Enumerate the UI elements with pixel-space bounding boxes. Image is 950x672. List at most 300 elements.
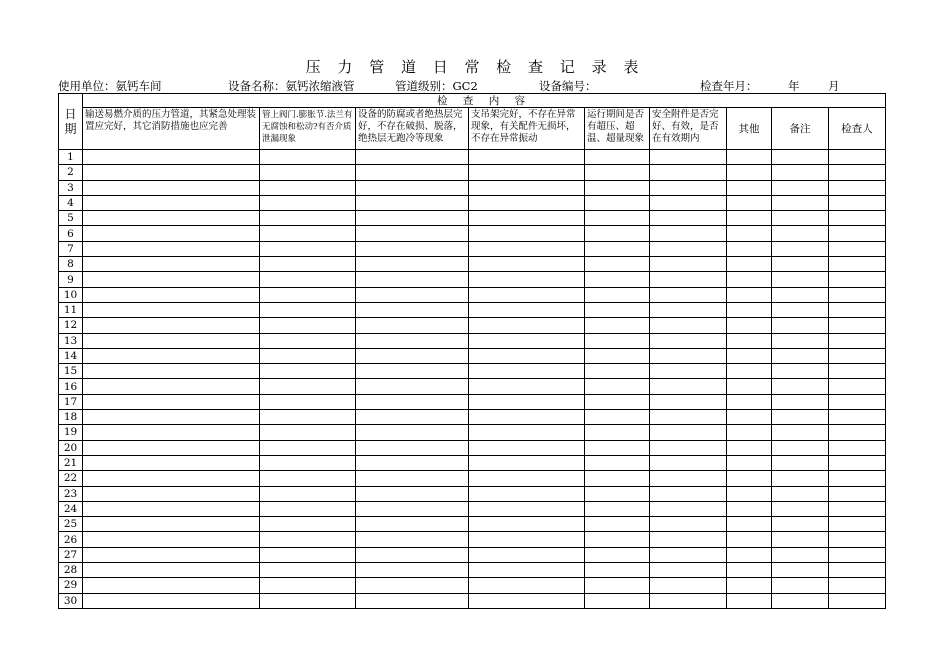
entry-cell[interactable] <box>356 180 469 195</box>
entry-cell[interactable] <box>469 150 585 165</box>
entry-cell[interactable] <box>585 379 650 394</box>
entry-cell[interactable] <box>650 501 727 516</box>
entry-cell[interactable] <box>727 578 772 593</box>
column-header-insulation: 设备的防腐或者绝热层完好，不存在破损、脱落，绝热层无跑冷等现象 <box>356 108 469 150</box>
entry-cell[interactable] <box>829 501 886 516</box>
entry-cell[interactable] <box>83 364 260 379</box>
entry-cell[interactable] <box>650 486 727 501</box>
entry-cell[interactable] <box>772 272 829 287</box>
entry-cell[interactable] <box>829 165 886 180</box>
entry-cell[interactable] <box>469 471 585 486</box>
section-header-row <box>59 94 886 108</box>
entry-cell[interactable] <box>772 241 829 256</box>
entry-cell[interactable] <box>83 593 260 608</box>
entry-cell[interactable] <box>83 563 260 578</box>
entry-cell[interactable] <box>469 563 585 578</box>
day-number: 25 <box>59 517 83 532</box>
entry-cell[interactable] <box>260 593 356 608</box>
entry-cell[interactable] <box>83 517 260 532</box>
column-header-valves: 管上阀门.膨胀节.法兰有无腐蚀和松动?有否介质泄漏现象 <box>260 108 356 150</box>
entry-cell[interactable] <box>356 425 469 440</box>
entry-cell[interactable] <box>829 486 886 501</box>
entry-cell[interactable] <box>650 425 727 440</box>
entry-cell[interactable] <box>585 517 650 532</box>
entry-cell[interactable] <box>727 211 772 226</box>
entry-cell[interactable] <box>260 287 356 302</box>
entry-cell[interactable] <box>829 287 886 302</box>
entry-cell[interactable] <box>469 394 585 409</box>
table-row <box>59 501 886 516</box>
entry-cell[interactable] <box>772 532 829 547</box>
entry-cell[interactable] <box>772 410 829 425</box>
entry-cell[interactable] <box>260 226 356 241</box>
entry-cell[interactable] <box>585 532 650 547</box>
entry-cell[interactable] <box>260 501 356 516</box>
entry-cell[interactable] <box>83 226 260 241</box>
entry-cell[interactable] <box>83 150 260 165</box>
entry-cell[interactable] <box>650 241 727 256</box>
entry-cell[interactable] <box>772 578 829 593</box>
entry-cell[interactable] <box>356 547 469 562</box>
entry-cell[interactable] <box>650 348 727 363</box>
entry-cell[interactable] <box>469 517 585 532</box>
table-row <box>59 593 886 608</box>
entry-cell[interactable] <box>83 348 260 363</box>
entry-cell[interactable] <box>727 180 772 195</box>
entry-cell[interactable] <box>772 226 829 241</box>
entry-cell[interactable] <box>772 348 829 363</box>
entry-cell[interactable] <box>727 440 772 455</box>
entry-cell[interactable] <box>829 333 886 348</box>
entry-cell[interactable] <box>356 440 469 455</box>
entry-cell[interactable] <box>83 455 260 470</box>
entry-cell[interactable] <box>829 257 886 272</box>
entry-cell[interactable] <box>469 425 585 440</box>
entry-cell[interactable] <box>650 593 727 608</box>
entry-cell[interactable] <box>585 272 650 287</box>
month-label: 月 <box>828 79 840 93</box>
entry-cell[interactable] <box>585 425 650 440</box>
entry-cell[interactable] <box>356 195 469 210</box>
entry-cell[interactable] <box>829 471 886 486</box>
day-number: 23 <box>59 486 83 501</box>
entry-cell[interactable] <box>727 150 772 165</box>
entry-cell[interactable] <box>772 364 829 379</box>
entry-cell[interactable] <box>727 410 772 425</box>
entry-cell[interactable] <box>585 348 650 363</box>
entry-cell[interactable] <box>650 394 727 409</box>
entry-cell[interactable] <box>772 593 829 608</box>
entry-cell[interactable] <box>727 425 772 440</box>
entry-cell[interactable] <box>83 440 260 455</box>
entry-cell[interactable] <box>83 379 260 394</box>
day-number: 20 <box>59 440 83 455</box>
entry-cell[interactable] <box>260 241 356 256</box>
entry-cell[interactable] <box>829 394 886 409</box>
entry-cell[interactable] <box>772 394 829 409</box>
entry-cell[interactable] <box>469 486 585 501</box>
entry-cell[interactable] <box>469 180 585 195</box>
entry-cell[interactable] <box>356 272 469 287</box>
entry-cell[interactable] <box>772 486 829 501</box>
entry-cell[interactable] <box>585 410 650 425</box>
table-row <box>59 195 886 210</box>
entry-cell[interactable] <box>469 272 585 287</box>
entry-cell[interactable] <box>829 517 886 532</box>
entry-cell[interactable] <box>260 348 356 363</box>
entry-cell[interactable] <box>469 455 585 470</box>
entry-cell[interactable] <box>469 348 585 363</box>
entry-cell[interactable] <box>260 302 356 317</box>
entry-cell[interactable] <box>356 532 469 547</box>
entry-cell[interactable] <box>650 211 727 226</box>
day-number: 3 <box>59 180 83 195</box>
unit-label: 使用单位：氨钙车间 <box>58 79 162 93</box>
entry-cell[interactable] <box>650 257 727 272</box>
entry-cell[interactable] <box>469 379 585 394</box>
entry-cell[interactable] <box>469 593 585 608</box>
day-number: 16 <box>59 379 83 394</box>
entry-cell[interactable] <box>83 486 260 501</box>
entry-cell[interactable] <box>83 241 260 256</box>
entry-cell[interactable] <box>469 547 585 562</box>
entry-cell[interactable] <box>585 486 650 501</box>
entry-cell[interactable] <box>650 455 727 470</box>
entry-cell[interactable] <box>469 211 585 226</box>
entry-cell[interactable] <box>469 410 585 425</box>
entry-cell[interactable] <box>772 501 829 516</box>
entry-cell[interactable] <box>650 333 727 348</box>
entry-cell[interactable] <box>727 471 772 486</box>
entry-cell[interactable] <box>727 226 772 241</box>
entry-cell[interactable] <box>829 150 886 165</box>
entry-cell[interactable] <box>356 333 469 348</box>
day-number: 12 <box>59 318 83 333</box>
entry-cell[interactable] <box>772 547 829 562</box>
entry-cell[interactable] <box>260 471 356 486</box>
entry-cell[interactable] <box>356 211 469 226</box>
entry-cell[interactable] <box>260 211 356 226</box>
entry-cell[interactable] <box>83 272 260 287</box>
entry-cell[interactable] <box>585 241 650 256</box>
entry-cell[interactable] <box>83 257 260 272</box>
entry-cell[interactable] <box>772 180 829 195</box>
entry-cell[interactable] <box>829 578 886 593</box>
entry-cell[interactable] <box>260 563 356 578</box>
equipment-no-label: 设备编号： <box>539 79 597 93</box>
entry-cell[interactable] <box>727 165 772 180</box>
entry-cell[interactable] <box>650 517 727 532</box>
entry-cell[interactable] <box>356 593 469 608</box>
entry-cell[interactable] <box>650 471 727 486</box>
entry-cell[interactable] <box>356 287 469 302</box>
entry-cell[interactable] <box>585 440 650 455</box>
entry-cell[interactable] <box>260 486 356 501</box>
entry-cell[interactable] <box>469 578 585 593</box>
entry-cell[interactable] <box>260 379 356 394</box>
day-number: 22 <box>59 471 83 486</box>
entry-cell[interactable] <box>469 532 585 547</box>
entry-cell[interactable] <box>83 532 260 547</box>
entry-cell[interactable] <box>356 471 469 486</box>
entry-cell[interactable] <box>650 302 727 317</box>
entry-cell[interactable] <box>469 440 585 455</box>
entry-cell[interactable] <box>83 410 260 425</box>
entry-cell[interactable] <box>829 410 886 425</box>
section-title: 检 查 内 容 <box>83 94 886 108</box>
entry-cell[interactable] <box>829 180 886 195</box>
entry-cell[interactable] <box>829 318 886 333</box>
entry-cell[interactable] <box>585 333 650 348</box>
entry-cell[interactable] <box>772 563 829 578</box>
entry-cell[interactable] <box>356 150 469 165</box>
entry-cell[interactable] <box>83 471 260 486</box>
entry-cell[interactable] <box>585 578 650 593</box>
entry-cell[interactable] <box>727 486 772 501</box>
entry-cell[interactable] <box>650 440 727 455</box>
entry-cell[interactable] <box>727 195 772 210</box>
entry-cell[interactable] <box>356 364 469 379</box>
table-row <box>59 517 886 532</box>
entry-cell[interactable] <box>727 532 772 547</box>
page-title: 压 力 管 道 日 常 检 查 记 录 表 <box>305 58 645 76</box>
entry-cell[interactable] <box>260 547 356 562</box>
entry-cell[interactable] <box>829 455 886 470</box>
entry-cell[interactable] <box>772 302 829 317</box>
entry-cell[interactable] <box>829 547 886 562</box>
entry-cell[interactable] <box>727 364 772 379</box>
entry-cell[interactable] <box>772 333 829 348</box>
entry-cell[interactable] <box>469 318 585 333</box>
entry-cell[interactable] <box>650 318 727 333</box>
entry-cell[interactable] <box>469 226 585 241</box>
entry-cell[interactable] <box>772 455 829 470</box>
entry-cell[interactable] <box>585 394 650 409</box>
entry-cell[interactable] <box>650 547 727 562</box>
table-row <box>59 226 886 241</box>
entry-cell[interactable] <box>829 425 886 440</box>
entry-cell[interactable] <box>356 318 469 333</box>
entry-cell[interactable] <box>772 379 829 394</box>
entry-cell[interactable] <box>829 348 886 363</box>
entry-cell[interactable] <box>585 455 650 470</box>
entry-cell[interactable] <box>829 593 886 608</box>
entry-cell[interactable] <box>585 471 650 486</box>
entry-cell[interactable] <box>356 394 469 409</box>
entry-cell[interactable] <box>260 532 356 547</box>
entry-cell[interactable] <box>83 165 260 180</box>
entry-cell[interactable] <box>83 578 260 593</box>
entry-cell[interactable] <box>727 379 772 394</box>
entry-cell[interactable] <box>829 379 886 394</box>
entry-cell[interactable] <box>356 578 469 593</box>
entry-cell[interactable] <box>727 287 772 302</box>
entry-cell[interactable] <box>585 302 650 317</box>
entry-cell[interactable] <box>83 211 260 226</box>
entry-cell[interactable] <box>650 364 727 379</box>
entry-cell[interactable] <box>260 425 356 440</box>
entry-cell[interactable] <box>469 195 585 210</box>
entry-cell[interactable] <box>585 257 650 272</box>
entry-cell[interactable] <box>772 195 829 210</box>
entry-cell[interactable] <box>829 440 886 455</box>
entry-cell[interactable] <box>727 501 772 516</box>
entry-cell[interactable] <box>585 195 650 210</box>
entry-cell[interactable] <box>829 563 886 578</box>
entry-cell[interactable] <box>772 471 829 486</box>
entry-cell[interactable] <box>585 287 650 302</box>
entry-cell[interactable] <box>829 211 886 226</box>
entry-cell[interactable] <box>469 165 585 180</box>
entry-cell[interactable] <box>83 547 260 562</box>
entry-cell[interactable] <box>829 226 886 241</box>
entry-cell[interactable] <box>83 180 260 195</box>
entry-cell[interactable] <box>585 364 650 379</box>
entry-cell[interactable] <box>356 455 469 470</box>
day-number: 6 <box>59 226 83 241</box>
entry-cell[interactable] <box>650 180 727 195</box>
entry-cell[interactable] <box>650 287 727 302</box>
entry-cell[interactable] <box>260 318 356 333</box>
entry-cell[interactable] <box>356 501 469 516</box>
entry-cell[interactable] <box>585 211 650 226</box>
entry-cell[interactable] <box>585 180 650 195</box>
entry-cell[interactable] <box>83 425 260 440</box>
table-row <box>59 333 886 348</box>
entry-cell[interactable] <box>356 379 469 394</box>
entry-cell[interactable] <box>650 578 727 593</box>
entry-cell[interactable] <box>772 211 829 226</box>
entry-cell[interactable] <box>829 364 886 379</box>
entry-cell[interactable] <box>772 440 829 455</box>
entry-cell[interactable] <box>727 241 772 256</box>
entry-cell[interactable] <box>585 563 650 578</box>
day-number: 14 <box>59 348 83 363</box>
entry-cell[interactable] <box>469 302 585 317</box>
entry-cell[interactable] <box>260 272 356 287</box>
entry-cell[interactable] <box>260 578 356 593</box>
entry-cell[interactable] <box>727 563 772 578</box>
entry-cell[interactable] <box>585 150 650 165</box>
entry-cell[interactable] <box>650 226 727 241</box>
entry-cell[interactable] <box>356 241 469 256</box>
entry-cell[interactable] <box>727 394 772 409</box>
entry-cell[interactable] <box>356 348 469 363</box>
entry-cell[interactable] <box>356 302 469 317</box>
entry-cell[interactable] <box>585 501 650 516</box>
entry-cell[interactable] <box>356 165 469 180</box>
entry-cell[interactable] <box>727 257 772 272</box>
entry-cell[interactable] <box>260 195 356 210</box>
entry-cell[interactable] <box>585 547 650 562</box>
entry-cell[interactable] <box>650 150 727 165</box>
entry-cell[interactable] <box>260 364 356 379</box>
entry-cell[interactable] <box>727 348 772 363</box>
entry-cell[interactable] <box>727 547 772 562</box>
entry-cell[interactable] <box>829 532 886 547</box>
entry-cell[interactable] <box>469 287 585 302</box>
entry-cell[interactable] <box>83 501 260 516</box>
entry-cell[interactable] <box>356 517 469 532</box>
column-header-row <box>59 108 886 150</box>
column-header-other: 其他 <box>727 108 772 150</box>
entry-cell[interactable] <box>727 333 772 348</box>
entry-cell[interactable] <box>650 563 727 578</box>
entry-cell[interactable] <box>260 394 356 409</box>
entry-cell[interactable] <box>772 517 829 532</box>
entry-cell[interactable] <box>650 195 727 210</box>
entry-cell[interactable] <box>772 257 829 272</box>
entry-cell[interactable] <box>356 410 469 425</box>
entry-cell[interactable] <box>356 226 469 241</box>
entry-cell[interactable] <box>469 257 585 272</box>
entry-cell[interactable] <box>727 593 772 608</box>
entry-cell[interactable] <box>260 440 356 455</box>
entry-cell[interactable] <box>83 394 260 409</box>
entry-cell[interactable] <box>260 180 356 195</box>
entry-cell[interactable] <box>260 410 356 425</box>
entry-cell[interactable] <box>829 195 886 210</box>
entry-cell[interactable] <box>356 486 469 501</box>
table-row <box>59 532 886 547</box>
entry-cell[interactable] <box>83 333 260 348</box>
entry-cell[interactable] <box>260 257 356 272</box>
entry-cell[interactable] <box>772 165 829 180</box>
entry-cell[interactable] <box>727 455 772 470</box>
entry-cell[interactable] <box>260 150 356 165</box>
entry-cell[interactable] <box>650 532 727 547</box>
entry-cell[interactable] <box>772 287 829 302</box>
entry-cell[interactable] <box>772 318 829 333</box>
entry-cell[interactable] <box>772 150 829 165</box>
entry-cell[interactable] <box>83 287 260 302</box>
entry-cell[interactable] <box>260 455 356 470</box>
entry-cell[interactable] <box>469 364 585 379</box>
entry-cell[interactable] <box>650 165 727 180</box>
entry-cell[interactable] <box>727 318 772 333</box>
entry-cell[interactable] <box>829 241 886 256</box>
entry-cell[interactable] <box>727 302 772 317</box>
entry-cell[interactable] <box>727 517 772 532</box>
entry-cell[interactable] <box>585 318 650 333</box>
entry-cell[interactable] <box>727 272 772 287</box>
entry-cell[interactable] <box>585 593 650 608</box>
entry-cell[interactable] <box>650 410 727 425</box>
entry-cell[interactable] <box>772 425 829 440</box>
entry-cell[interactable] <box>650 272 727 287</box>
entry-cell[interactable] <box>469 333 585 348</box>
table-row <box>59 348 886 363</box>
entry-cell[interactable] <box>356 257 469 272</box>
entry-cell[interactable] <box>83 302 260 317</box>
entry-cell[interactable] <box>585 226 650 241</box>
entry-cell[interactable] <box>585 165 650 180</box>
date-column-header: 日期 <box>59 94 83 150</box>
entry-cell[interactable] <box>260 517 356 532</box>
entry-cell[interactable] <box>650 379 727 394</box>
table-row <box>59 318 886 333</box>
entry-cell[interactable] <box>469 241 585 256</box>
entry-cell[interactable] <box>829 302 886 317</box>
entry-cell[interactable] <box>83 195 260 210</box>
entry-cell[interactable] <box>356 563 469 578</box>
column-header-supports: 支吊架完好，不存在异常现象，有关配件无损坏，不存在异常振动 <box>469 108 585 150</box>
entry-cell[interactable] <box>829 272 886 287</box>
entry-cell[interactable] <box>469 501 585 516</box>
entry-cell[interactable] <box>260 333 356 348</box>
entry-cell[interactable] <box>83 318 260 333</box>
entry-cell[interactable] <box>260 165 356 180</box>
